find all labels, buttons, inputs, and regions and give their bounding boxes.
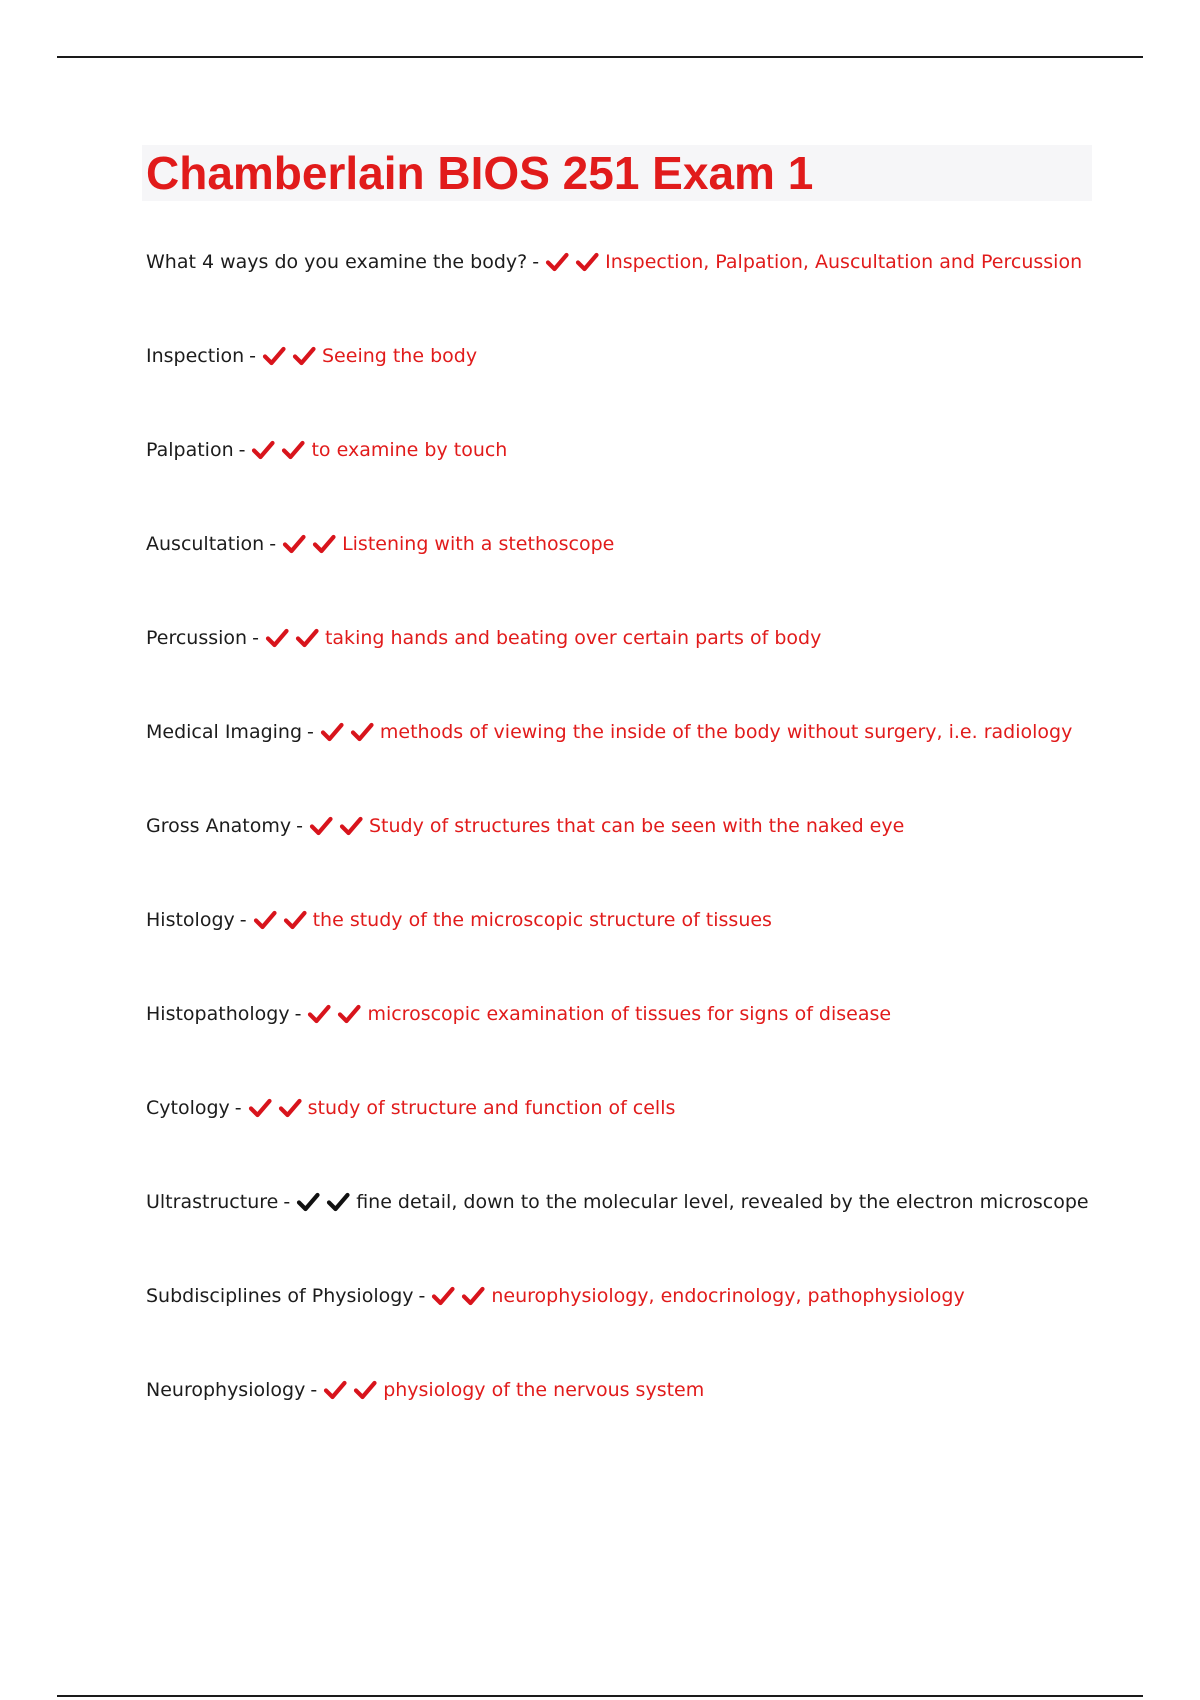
checkmark-icon (575, 251, 599, 273)
separator-dash: - (249, 345, 256, 367)
separator-dash: - (239, 909, 247, 931)
separator-dash: - (296, 815, 303, 837)
qa-list (146, 245, 1106, 1467)
separator-dash: - (234, 1097, 242, 1119)
answer-text: taking hands and beating over certain parts of body (324, 627, 822, 649)
checkmark-icon (309, 815, 333, 837)
answer-text: fine detail, down to the molecular level, revealed by the electron microscope (356, 1191, 1089, 1213)
answer-text: Seeing the body (322, 345, 478, 367)
checkmark-icon (431, 1285, 455, 1307)
checkmark-icon (323, 1379, 347, 1401)
question-text: Medical Imaging (146, 721, 303, 743)
qa-item (146, 809, 1106, 903)
qa-item (146, 1373, 1106, 1467)
double-check-marks (323, 1373, 379, 1407)
separator-dash: - (418, 1285, 426, 1307)
question-text: Gross Anatomy (146, 815, 292, 837)
checkmark-icon (337, 1003, 361, 1025)
checkmark-icon (545, 251, 569, 273)
answer-text: neurophysiology, endocrinology, pathophysiology (491, 1285, 965, 1307)
checkmark-icon (281, 439, 305, 461)
checkmark-icon (278, 1097, 302, 1119)
qa-item (146, 1091, 1106, 1185)
double-check-marks (253, 903, 309, 937)
double-check-marks (307, 997, 363, 1031)
qa-item (146, 715, 1106, 809)
checkmark-icon (296, 1191, 320, 1213)
checkmark-icon (265, 627, 289, 649)
question-text: What 4 ways do you examine the body? (146, 251, 528, 273)
separator-dash: - (283, 1191, 291, 1213)
checkmark-icon (282, 533, 306, 555)
question-text: Ultrastructure (146, 1191, 279, 1213)
checkmark-icon (251, 439, 275, 461)
checkmark-icon (248, 1097, 272, 1119)
checkmark-icon (283, 909, 307, 931)
answer-text: study of structure and function of cells (307, 1097, 676, 1119)
separator-dash: - (269, 533, 277, 555)
answer-text: Inspection, Palpation, Auscultation and Percussion (605, 251, 1083, 273)
checkmark-icon (292, 345, 316, 367)
double-check-marks (282, 527, 338, 561)
separator-dash: - (252, 627, 259, 649)
qa-item (146, 903, 1106, 997)
double-check-marks (265, 621, 321, 655)
separator-dash: - (294, 1003, 302, 1025)
question-text: Histology (146, 909, 235, 931)
checkmark-icon (461, 1285, 485, 1307)
separator-dash: - (307, 721, 314, 743)
qa-item (146, 527, 1106, 621)
question-text: Auscultation (146, 533, 265, 555)
question-text: Neurophysiology (146, 1379, 306, 1401)
double-check-marks (320, 715, 376, 749)
question-text: Percussion (146, 627, 248, 649)
separator-dash: - (238, 439, 246, 461)
double-check-marks (545, 245, 601, 279)
answer-text: microscopic examination of tissues for signs of disease (367, 1003, 892, 1025)
qa-item (146, 997, 1106, 1091)
question-text: Inspection (146, 345, 245, 367)
answer-text: methods of viewing the inside of the body without surgery, i.e. radiology (379, 721, 1073, 743)
qa-item (146, 245, 1106, 339)
double-check-marks (431, 1279, 487, 1313)
checkmark-icon (262, 345, 286, 367)
page-title: Chamberlain BIOS 251 Exam 1 (146, 147, 814, 199)
checkmark-icon (307, 1003, 331, 1025)
double-check-marks (309, 809, 365, 843)
separator-dash: - (532, 251, 540, 273)
qa-item (146, 433, 1106, 527)
top-rule (57, 56, 1143, 58)
answer-text: the study of the microscopic structure of tissues (312, 909, 772, 931)
question-text: Subdisciplines of Physiology (146, 1285, 414, 1307)
double-check-marks (296, 1185, 352, 1219)
double-check-marks (262, 339, 318, 373)
checkmark-icon (350, 721, 374, 743)
checkmark-icon (326, 1191, 350, 1213)
separator-dash: - (310, 1379, 318, 1401)
qa-item (146, 1185, 1106, 1279)
double-check-marks (248, 1091, 304, 1125)
qa-item (146, 339, 1106, 433)
bottom-rule (57, 1695, 1143, 1697)
question-text: Palpation (146, 439, 234, 461)
question-text: Histopathology (146, 1003, 290, 1025)
checkmark-icon (320, 721, 344, 743)
answer-text: to examine by touch (311, 439, 508, 461)
checkmark-icon (253, 909, 277, 931)
checkmark-icon (312, 533, 336, 555)
checkmark-icon (295, 627, 319, 649)
question-text: Cytology (146, 1097, 230, 1119)
answer-text: Listening with a stethoscope (342, 533, 615, 555)
checkmark-icon (353, 1379, 377, 1401)
qa-item (146, 1279, 1106, 1373)
answer-text: physiology of the nervous system (383, 1379, 705, 1401)
double-check-marks (251, 433, 307, 467)
checkmark-icon (339, 815, 363, 837)
qa-item (146, 621, 1106, 715)
answer-text: Study of structures that can be seen with the naked eye (368, 815, 905, 837)
